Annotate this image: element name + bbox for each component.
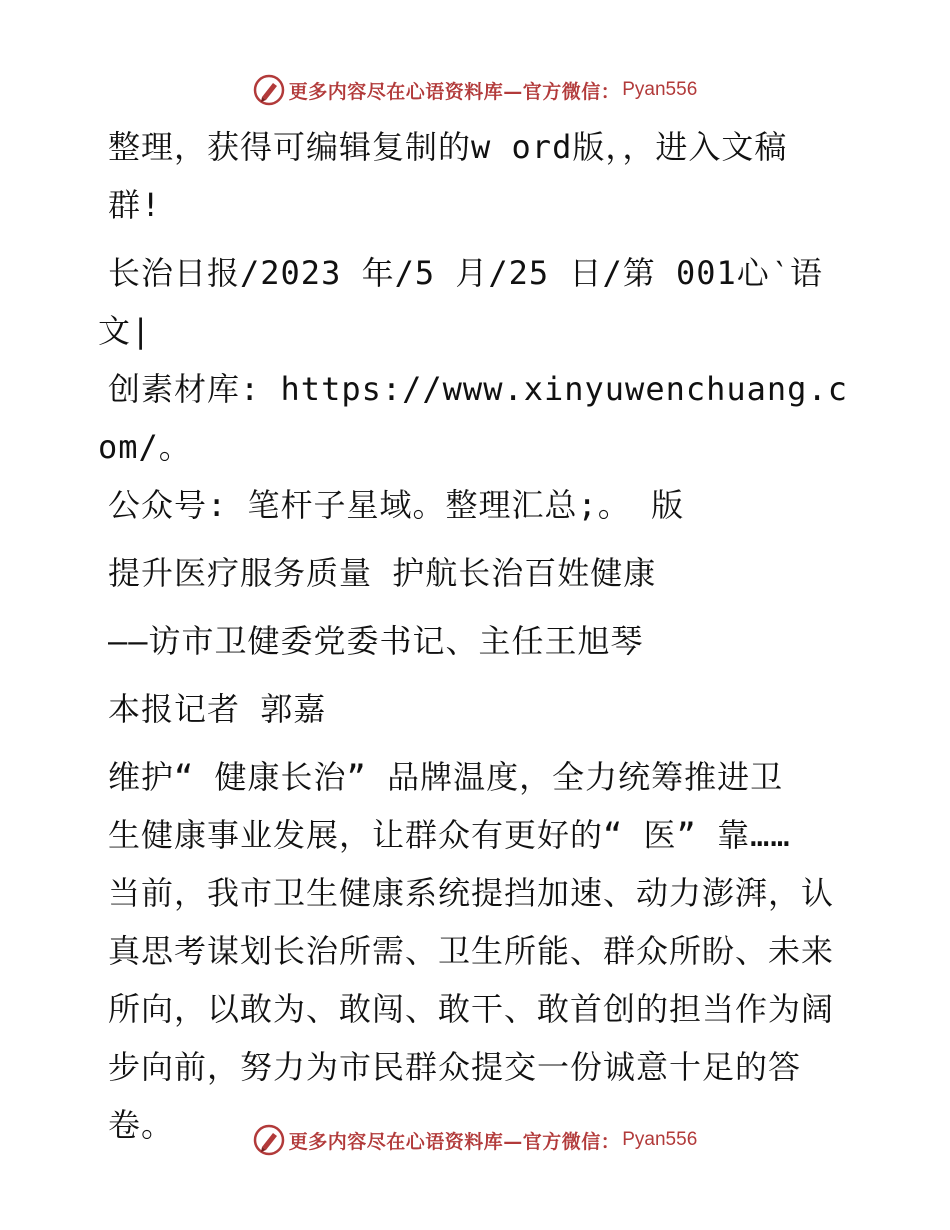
pen-logo-icon — [253, 74, 285, 106]
text-line: 长治日报/2023 年/5 月/25 日/第 001心‵语文| — [98, 254, 824, 350]
text-line: 当前，我市卫生健康系统提挡加速、动力澎湃，认 — [108, 874, 835, 912]
header-banner — [0, 70, 950, 110]
text-line: 卷。 — [108, 1106, 175, 1144]
text-line: 维护“ 健康长治” 品牌温度，全力统筹推进卫 — [108, 758, 784, 796]
text-line: 公众号: 笔杆子星域。整理汇总;。 版 — [108, 486, 685, 524]
pen-logo-icon — [253, 1124, 285, 1156]
text-line: 创素材库: https://www.xinyuwenchuang.com/。 — [98, 370, 848, 466]
text-line: 提升医疗服务质量 护航长治百姓健康 — [108, 554, 657, 592]
text-line: 生健康事业发展，让群众有更好的“ 医” 靠…… — [108, 816, 791, 854]
footer-banner — [0, 1120, 950, 1160]
article-body — [98, 118, 858, 1164]
body-paragraph — [98, 748, 858, 1154]
source-paragraph — [98, 244, 858, 534]
article-title — [98, 544, 858, 602]
text-line: 所向，以敢为、敢闯、敢干、敢首创的担当作为阔 — [108, 990, 835, 1028]
banner-text: 更多内容尽在心语资料库—官方微信： — [288, 80, 621, 103]
intro-paragraph — [98, 118, 858, 234]
text-line: 群! — [108, 186, 162, 224]
banner-text: 更多内容尽在心语资料库—官方微信： — [288, 1130, 621, 1153]
text-line: 步向前，努力为市民群众提交一份诚意十足的答 — [108, 1048, 802, 1086]
text-line: 真思考谋划长治所需、卫生所能、群众所盼、未来 — [108, 932, 835, 970]
text-line: 本报记者 郭嘉 — [108, 690, 327, 728]
article-subtitle — [98, 612, 858, 670]
text-line: 整理，获得可编辑复制的w ord版，，进入文稿 — [108, 128, 788, 166]
text-line: ——访市卫健委党委书记、主任王旭琴 — [108, 622, 644, 660]
banner-wechat-id: Pyan556 — [622, 1129, 698, 1150]
byline — [98, 680, 858, 738]
banner-wechat-id: Pyan556 — [622, 79, 698, 100]
